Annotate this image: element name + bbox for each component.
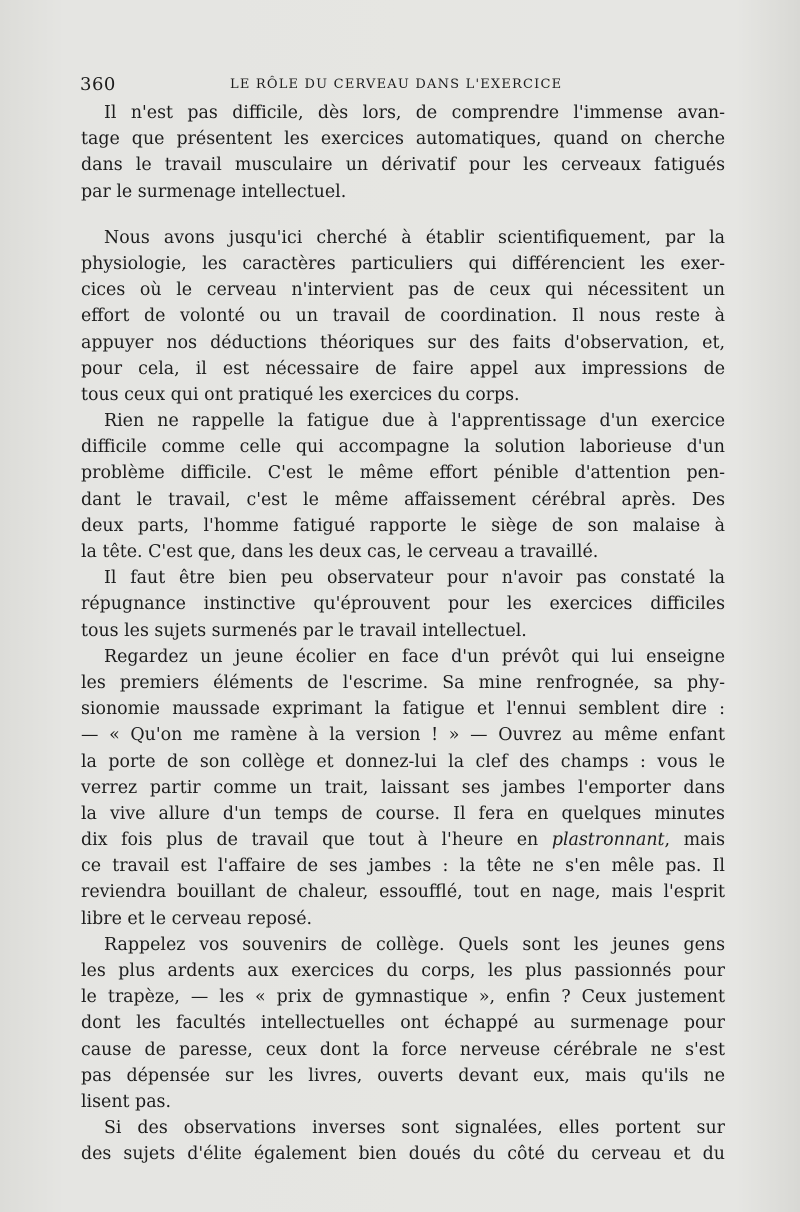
text-line: dont les facultés intellectuelles ont échappé au surmenage pour [81,1013,725,1034]
paragraph-4 [81,565,725,644]
text-line-with-italic [81,827,725,853]
text-line: tous les sujets surmenés par le travail intellectuel. [81,620,527,641]
paragraph-6 [81,932,725,1115]
text-line: tous ceux qui ont pratiqué les exercices du corps. [81,384,520,405]
paragraph-3 [81,408,725,565]
text-line: la vive allure d'un temps de course. Il fera en quelques minutes [81,803,725,824]
text-line: ce travail est l'affaire de ses jambes : la tête ne s'en mêle pas. Il [81,856,725,877]
text-line: pour cela, il est nécessaire de faire appel aux impressions de [81,358,725,379]
text-line: effort de volonté ou un travail de coordination. Il nous reste à [81,306,725,327]
text-line: deux parts, l'homme fatigué rapporte le siège de son malaise à [81,515,725,536]
paragraph-7 [81,1115,725,1167]
text-line: Il n'est pas difficile, dès lors, de comprendre l'immense avan- [104,103,725,123]
text-line: par le surmenage intellectuel. [81,181,347,202]
text-line: verrez partir comme un trait, laissant ses jambes l'emporter dans [81,777,725,798]
page-number: 360 [80,74,116,95]
text-line: le trapèze, — les « prix de gymnastique », enfin ? Ceux justement [81,987,725,1008]
text-line: difficile comme celle qui accompagne la solution laborieuse d'un [81,437,725,458]
text-line: — « Qu'on me ramène à la version ! » — Ouvrez au même enfant [81,725,725,746]
text-line: la porte de son collège et donnez-lui la clef des champs : vous le [81,751,725,772]
text-line: la tête. C'est que, dans les deux cas, le cerveau a travaillé. [81,542,599,562]
page-header [80,74,730,94]
text-line: Si des observations inverses sont signalées, elles portent sur [104,1118,725,1139]
text-line: les premiers éléments de l'escrime. Sa mine renfrognée, sa phy- [81,672,725,693]
text-line: Nous avons jusqu'ici cherché à établir scientifiquement, par la [104,227,725,248]
text-line: Rappelez vos souvenirs de collège. Quels sont les jeunes gens [104,934,725,955]
text-fragment: , mais [664,830,725,851]
text-line: les plus ardents aux exercices du corps, les plus passionnés pour [81,961,725,981]
text-line: appuyer nos déductions théoriques sur des faits d'observation, et, [81,332,725,353]
text-line: physiologie, les caractères particuliers qui différencient les exer- [81,253,725,274]
text-line: Rien ne rappelle la fatigue due à l'apprentissage d'un exercice [104,411,725,432]
text-line: lisent pas. [81,1091,172,1112]
text-line: reviendra bouillant de chaleur, essoufflé, tout en nage, mais l'esprit [81,882,725,903]
text-line: dans le travail musculaire un dérivatif pour les cerveaux fatigués [81,155,725,176]
paragraph-5 [81,644,725,932]
italic-word: plastronnant [551,830,665,851]
paragraph-2 [81,225,725,408]
text-line: répugnance instinctive qu'éprouvent pour les exercices difficiles [81,594,725,615]
text-line: cices où le cerveau n'intervient pas de ceux qui nécessitent un [81,280,725,301]
text-line: sionomie maussade exprimant la fatigue et l'ennui semblent dire : [81,699,725,720]
text-line: problème difficile. C'est le même effort pénible d'attention pen- [81,463,725,484]
text-line: des sujets d'élite également bien doués du côté du cerveau et du [81,1144,725,1165]
text-line: dant le travail, c'est le même affaissement cérébral après. Des [81,489,725,510]
text-line: libre et le cerveau reposé. [81,908,313,929]
text-fragment: dix fois plus de travail que tout à l'heure en [81,830,552,851]
text-line: cause de paresse, ceux dont la force nerveuse cérébrale ne s'est [81,1039,725,1060]
text-line: tage que présentent les exercices automatiques, quand on cherche [81,129,725,150]
text-line: Il faut être bien peu observateur pour n'avoir pas constaté la [104,568,725,589]
paragraph-1 [81,100,725,205]
text-line: Regardez un jeune écolier en face d'un prévôt qui lui enseigne [104,646,725,667]
running-title: LE RÔLE DU CERVEAU DANS L'EXERCICE [230,77,563,92]
text-line: pas dépensée sur les livres, ouverts devant eux, mais qu'ils ne [81,1065,725,1086]
body-text [81,100,725,1168]
